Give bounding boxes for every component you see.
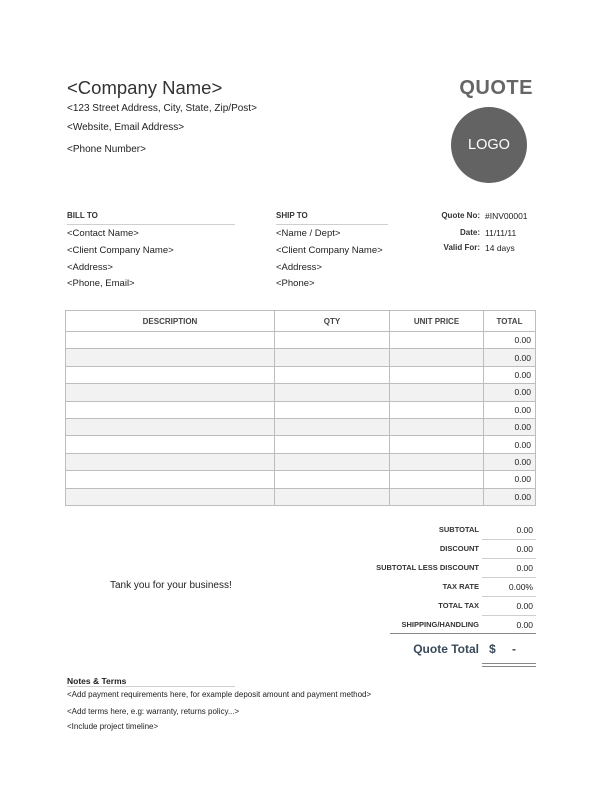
quote-total-rule-2 bbox=[482, 666, 536, 667]
subtotal-less-discount-value: 0.00 bbox=[516, 563, 533, 573]
logo-text: LOGO bbox=[468, 137, 510, 153]
unit-price-cell[interactable] bbox=[390, 453, 484, 470]
unit-price-cell[interactable] bbox=[390, 332, 484, 349]
col-description-header: DESCRIPTION bbox=[66, 311, 275, 332]
tax-rate-divider bbox=[482, 596, 536, 597]
qty-cell[interactable] bbox=[275, 366, 390, 383]
table-header-row bbox=[66, 311, 536, 332]
unit-price-cell[interactable] bbox=[390, 488, 484, 505]
subtotal-value: 0.00 bbox=[516, 525, 533, 535]
unit-price-cell[interactable] bbox=[390, 436, 484, 453]
company-web-email: <Website, Email Address> bbox=[67, 122, 185, 133]
subtotal-label: SUBTOTAL bbox=[438, 525, 479, 534]
discount-divider bbox=[482, 558, 536, 559]
quote-total-currency: $ bbox=[489, 642, 496, 656]
tax-rate-value[interactable]: 0.00% bbox=[508, 582, 533, 592]
shipping-handling-value[interactable]: 0.00 bbox=[516, 620, 533, 630]
table-row bbox=[66, 453, 536, 470]
col-qty-header: QTY bbox=[275, 311, 390, 332]
bill-to-divider bbox=[67, 224, 235, 225]
description-cell[interactable] bbox=[66, 384, 275, 401]
valid-for-value: 14 days bbox=[485, 243, 515, 253]
qty-cell[interactable] bbox=[275, 332, 390, 349]
thank-you-message: Tank you for your business! bbox=[110, 580, 232, 591]
ship-to-company: <Client Company Name> bbox=[276, 245, 383, 256]
date-value: 11/11/11 bbox=[485, 228, 517, 238]
tax-rate-label: TAX RATE bbox=[442, 582, 479, 591]
ship-to-divider bbox=[276, 224, 388, 225]
table-row bbox=[66, 384, 536, 401]
subtotal-less-discount-divider bbox=[482, 577, 536, 578]
quote-total-rule-1 bbox=[482, 663, 536, 664]
total-cell: 0.00 bbox=[484, 401, 536, 418]
company-name: <Company Name> bbox=[67, 77, 223, 98]
description-cell[interactable] bbox=[66, 366, 275, 383]
table-row bbox=[66, 436, 536, 453]
description-cell[interactable] bbox=[66, 332, 275, 349]
qty-cell[interactable] bbox=[275, 471, 390, 488]
qty-cell[interactable] bbox=[275, 488, 390, 505]
ship-to-name: <Name / Dept> bbox=[276, 228, 341, 239]
notes-line-payment: <Add payment requirements here, for example deposit amount and payment method> bbox=[67, 690, 372, 699]
table-row bbox=[66, 471, 536, 488]
qty-cell[interactable] bbox=[275, 349, 390, 366]
table-row bbox=[66, 332, 536, 349]
total-cell: 0.00 bbox=[484, 471, 536, 488]
unit-price-cell[interactable] bbox=[390, 401, 484, 418]
subtotal-less-discount-label: SUBTOTAL LESS DISCOUNT bbox=[376, 563, 479, 572]
ship-to-label: SHIP TO bbox=[276, 211, 308, 220]
total-cell: 0.00 bbox=[484, 488, 536, 505]
total-tax-value: 0.00 bbox=[516, 601, 533, 611]
table-row bbox=[66, 488, 536, 505]
subtotal-divider bbox=[482, 539, 536, 540]
qty-cell[interactable] bbox=[275, 401, 390, 418]
description-cell[interactable] bbox=[66, 488, 275, 505]
description-cell[interactable] bbox=[66, 453, 275, 470]
total-cell: 0.00 bbox=[484, 332, 536, 349]
quote-total-value: - bbox=[512, 642, 516, 656]
date-label: Date: bbox=[459, 228, 480, 237]
total-cell: 0.00 bbox=[484, 453, 536, 470]
discount-value[interactable]: 0.00 bbox=[516, 544, 533, 554]
total-cell: 0.00 bbox=[484, 384, 536, 401]
notes-divider bbox=[67, 686, 235, 687]
qty-cell[interactable] bbox=[275, 453, 390, 470]
qty-cell[interactable] bbox=[275, 384, 390, 401]
unit-price-cell[interactable] bbox=[390, 349, 484, 366]
qty-cell[interactable] bbox=[275, 418, 390, 435]
table-row bbox=[66, 349, 536, 366]
notes-line-terms: <Add terms here, e.g: warranty, returns policy...> bbox=[67, 707, 240, 716]
col-total-header: TOTAL bbox=[484, 311, 536, 332]
company-phone: <Phone Number> bbox=[67, 144, 146, 155]
discount-label: DISCOUNT bbox=[439, 544, 479, 553]
bill-to-phone-email: <Phone, Email> bbox=[67, 278, 135, 289]
description-cell[interactable] bbox=[66, 418, 275, 435]
total-tax-divider bbox=[482, 615, 536, 616]
document-title: QUOTE bbox=[459, 77, 533, 99]
notes-line-timeline: <Include project timeline> bbox=[67, 722, 159, 731]
logo-placeholder bbox=[451, 107, 527, 183]
total-cell: 0.00 bbox=[484, 349, 536, 366]
total-cell: 0.00 bbox=[484, 418, 536, 435]
line-items-table bbox=[65, 310, 536, 506]
valid-for-label: Valid For: bbox=[443, 243, 480, 252]
unit-price-cell[interactable] bbox=[390, 366, 484, 383]
qty-cell[interactable] bbox=[275, 436, 390, 453]
unit-price-cell[interactable] bbox=[390, 384, 484, 401]
ship-to-address: <Address> bbox=[276, 262, 322, 273]
total-cell: 0.00 bbox=[484, 366, 536, 383]
description-cell[interactable] bbox=[66, 471, 275, 488]
bill-to-address: <Address> bbox=[67, 262, 113, 273]
description-cell[interactable] bbox=[66, 349, 275, 366]
description-cell[interactable] bbox=[66, 401, 275, 418]
notes-terms-title: Notes & Terms bbox=[67, 676, 127, 686]
quote-no-label: Quote No: bbox=[441, 211, 480, 220]
summary-bottom-rule bbox=[390, 633, 536, 634]
unit-price-cell[interactable] bbox=[390, 471, 484, 488]
bill-to-company: <Client Company Name> bbox=[67, 245, 174, 256]
total-cell: 0.00 bbox=[484, 436, 536, 453]
company-address: <123 Street Address, City, State, Zip/Post> bbox=[67, 103, 257, 114]
table-row bbox=[66, 366, 536, 383]
total-tax-label: TOTAL TAX bbox=[438, 601, 479, 610]
quote-no-value: #INV00001 bbox=[485, 211, 528, 221]
table-row bbox=[66, 418, 536, 435]
table-row bbox=[66, 401, 536, 418]
quote-total-label: Quote Total bbox=[413, 642, 479, 656]
bill-to-label: BILL TO bbox=[67, 211, 98, 220]
bill-to-contact: <Contact Name> bbox=[67, 228, 139, 239]
unit-price-cell[interactable] bbox=[390, 418, 484, 435]
shipping-handling-label: SHIPPING/HANDLING bbox=[401, 620, 479, 629]
ship-to-phone: <Phone> bbox=[276, 278, 315, 289]
col-unit-price-header: UNIT PRICE bbox=[390, 311, 484, 332]
description-cell[interactable] bbox=[66, 436, 275, 453]
